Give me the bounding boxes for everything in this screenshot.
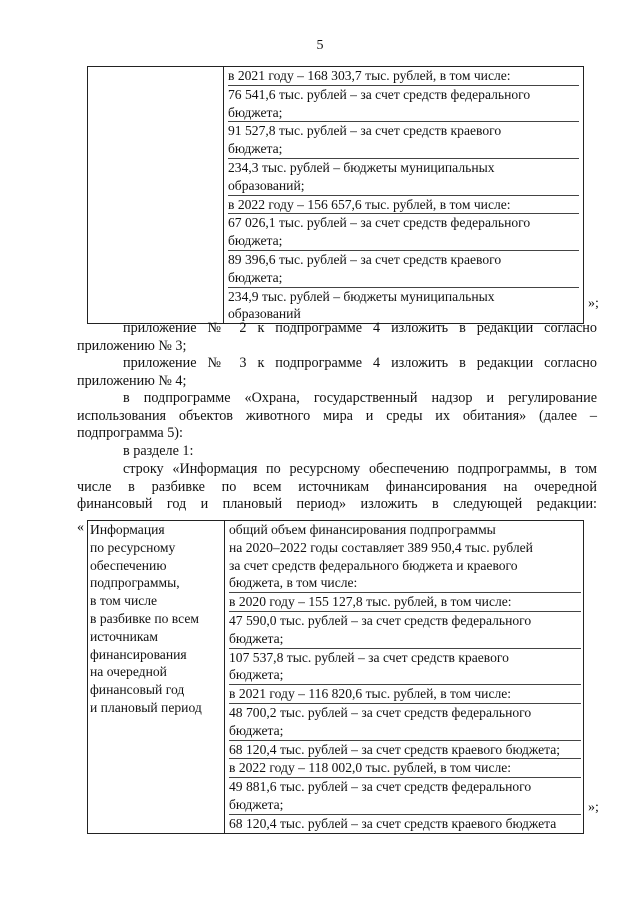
paragraph-section-1: в разделе 1: [123,443,194,459]
table-line: 47 590,0 тыс. рублей – за счет средств федерального [229,612,532,628]
table2-closing-quote: »; [588,800,599,815]
table-line: 91 527,8 тыс. рублей – за счет средств краевого [228,123,502,139]
paragraph-line: приложение № 3 к подпрограмме 4 изложить в редакции согласно [123,355,597,371]
paragraph-line: числе в разбивке по всем источникам финансирования на очередной [77,478,597,495]
paragraph-line: приложение № 2 к подпрограмме 4 изложить в редакции согласно [123,320,597,336]
paragraph-line: приложению № 3; [77,337,187,354]
table-row [88,67,584,324]
table-line: бюджета; [229,722,581,741]
paragraph-line: в подпрограмме «Охрана, государственный надзор и регулирование [123,390,597,406]
table-line: 68 120,4 тыс. рублей – за счет средств краевого бюджета; [229,741,581,760]
table-line: бюджета; [229,796,581,815]
table-line: в 2021 году – 116 820,6 тыс. рублей, в том числе: [229,685,581,704]
table-line: источникам [90,628,158,644]
table-line: в 2022 году – 156 657,6 тыс. рублей, в том числе: [228,196,579,215]
table-line: бюджета; [228,140,579,159]
table2-opening-quote: « [77,520,84,535]
paragraph-line: подпрограмма 5): [77,425,183,441]
table-line: образований [228,306,301,322]
table-line: 68 120,4 тыс. рублей – за счет средств краевого бюджета [229,815,557,831]
table-line: бюджета; [228,232,579,251]
table-line: бюджета; [229,666,581,685]
table-line: на 2020–2022 годы составляет 389 950,4 тыс. рублей [229,539,533,555]
table-line: 234,9 тыс. рублей – бюджеты муниципальных [228,288,495,304]
table-line: за счет средств федерального бюджета и краевого [229,557,518,573]
financing-info-table [87,520,584,834]
table-line: в 2021 году – 168 303,7 тыс. рублей, в том числе: [228,67,579,86]
table-line: 48 700,2 тыс. рублей – за счет средств федерального [229,704,532,720]
table-line: по ресурсному [90,539,176,555]
table-line: бюджета; [229,630,581,649]
paragraph-line: использования объектов животного мира и среды их обитания» (далее – [77,407,597,424]
table-line: на очередной [90,664,167,680]
table-line: 76 541,6 тыс. рублей – за счет средств федерального [228,86,531,102]
paragraph-appendix-3 [77,355,597,390]
table-line: общий объем финансирования подпрограммы [229,522,496,537]
paragraph-appendix-2 [77,320,597,355]
table-line: 107 537,8 тыс. рублей – за счет средств краевого [229,649,509,665]
table-row [88,521,584,834]
table-line: в 2020 году – 155 127,8 тыс. рублей, в том числе: [229,593,581,612]
paragraph-line: приложению № 4; [77,372,187,389]
table-line: 89 396,6 тыс. рублей – за счет средств краевого [228,251,502,267]
table-line: 234,3 тыс. рублей – бюджеты муниципальных [228,159,495,175]
table-line: в том числе [90,593,158,609]
table-line: подпрограммы, [90,575,180,591]
financing-table-continued [87,66,584,324]
table-line: обеспечению [90,557,167,573]
paragraph-row-info [77,461,597,514]
page-number: 5 [316,38,324,53]
table-line: бюджета, в том числе: [229,574,581,593]
table-right-cell [224,67,584,324]
table-line: образований; [228,177,579,196]
table-left-cell [88,67,224,324]
table-left-cell [88,521,225,834]
paragraph-line: финансовый год и плановый период» изложить в следующей редакции: [77,496,597,512]
paragraph-subprogram-5 [77,390,597,443]
table-line: Информация [90,522,165,537]
table-line: в 2022 году – 118 002,0 тыс. рублей, в том числе: [229,759,581,778]
table-line: 67 026,1 тыс. рублей – за счет средств федерального [228,215,531,231]
paragraph-line: строку «Информация по ресурсному обеспечению подпрограммы, в том [123,461,597,477]
table-line: финансовый год [90,682,185,698]
table-line: бюджета; [228,104,579,123]
table-line: в разбивке по всем [90,610,199,626]
table-line: финансирования [90,646,187,662]
table-right-cell [225,521,584,834]
table-line: 49 881,6 тыс. рублей – за счет средств федерального [229,779,532,795]
table-line: бюджета; [228,269,579,288]
table1-closing-quote: »; [588,296,599,311]
table-line: и плановый период [90,699,202,715]
